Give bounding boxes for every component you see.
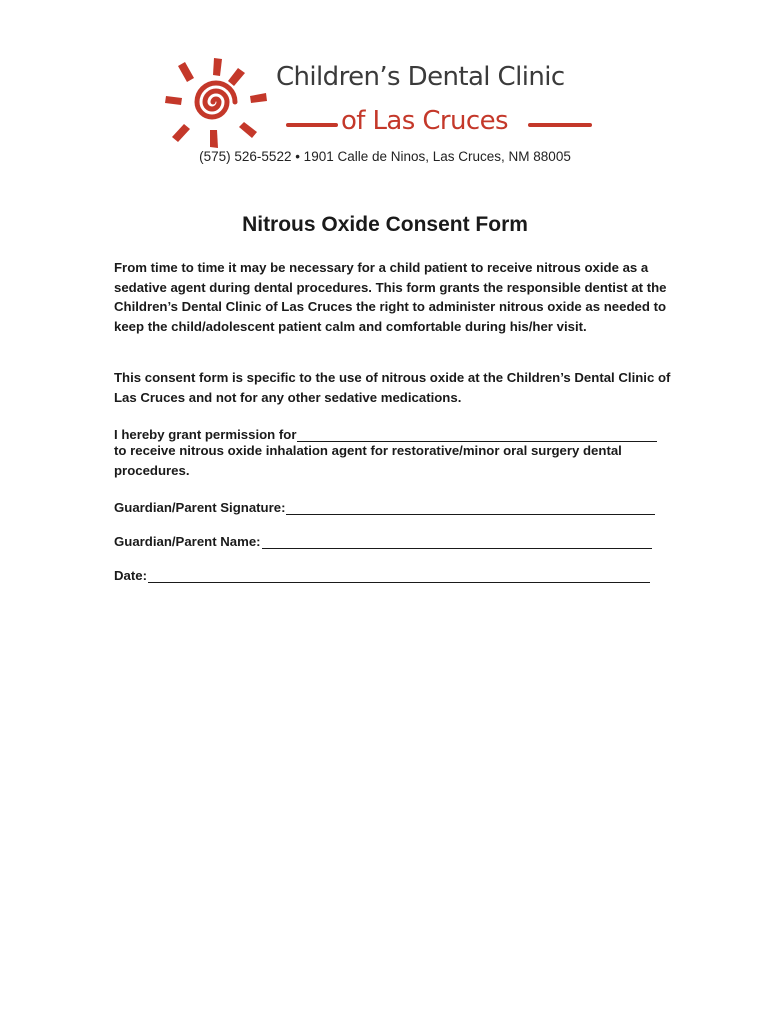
clinic-location: of Las Cruces [341, 106, 508, 136]
grant-continuation-text: to receive nitrous oxide inhalation agent for restorative/minor oral surgery dental procedures. [114, 443, 622, 478]
signature-label: Guardian/Parent Signature: [114, 500, 286, 515]
patient-name-field[interactable] [297, 427, 657, 442]
divider-right [528, 123, 592, 127]
signature-field[interactable] [286, 500, 655, 515]
letterhead [162, 56, 608, 152]
divider-left [286, 123, 338, 127]
guardian-name-label: Guardian/Parent Name: [114, 534, 261, 549]
guardian-name-row [114, 529, 652, 549]
date-row [114, 563, 650, 583]
clinic-name: Children’s Dental Clinic [276, 62, 565, 92]
grant-permission-label: I hereby grant permission for [114, 427, 297, 442]
clinic-subtitle-row [286, 106, 596, 140]
date-field[interactable] [148, 568, 650, 583]
intro-paragraph: From time to time it may be necessary for a child patient to receive nitrous oxide as a sedative agent during dental procedures. This form grants the responsible dentist at the Children’s Dental Clinic of Las Cruces the right to administer nitrous oxide as needed to keep the child/adolescent patient calm and comfortable during his/her visit. [114, 260, 667, 334]
contact-info: (575) 526-5522 • 1901 Calle de Ninos, Las Cruces, NM 88005 [199, 149, 571, 164]
sun-spiral-icon [162, 56, 272, 152]
grant-permission-row [114, 422, 657, 442]
date-label: Date: [114, 568, 147, 583]
guardian-name-field[interactable] [262, 534, 652, 549]
scope-paragraph: This consent form is specific to the use of nitrous oxide at the Children’s Dental Clinic of Las Cruces and not for any other sedative medications. [114, 370, 671, 405]
form-title: Nitrous Oxide Consent Form [242, 213, 528, 236]
signature-row [114, 495, 655, 515]
